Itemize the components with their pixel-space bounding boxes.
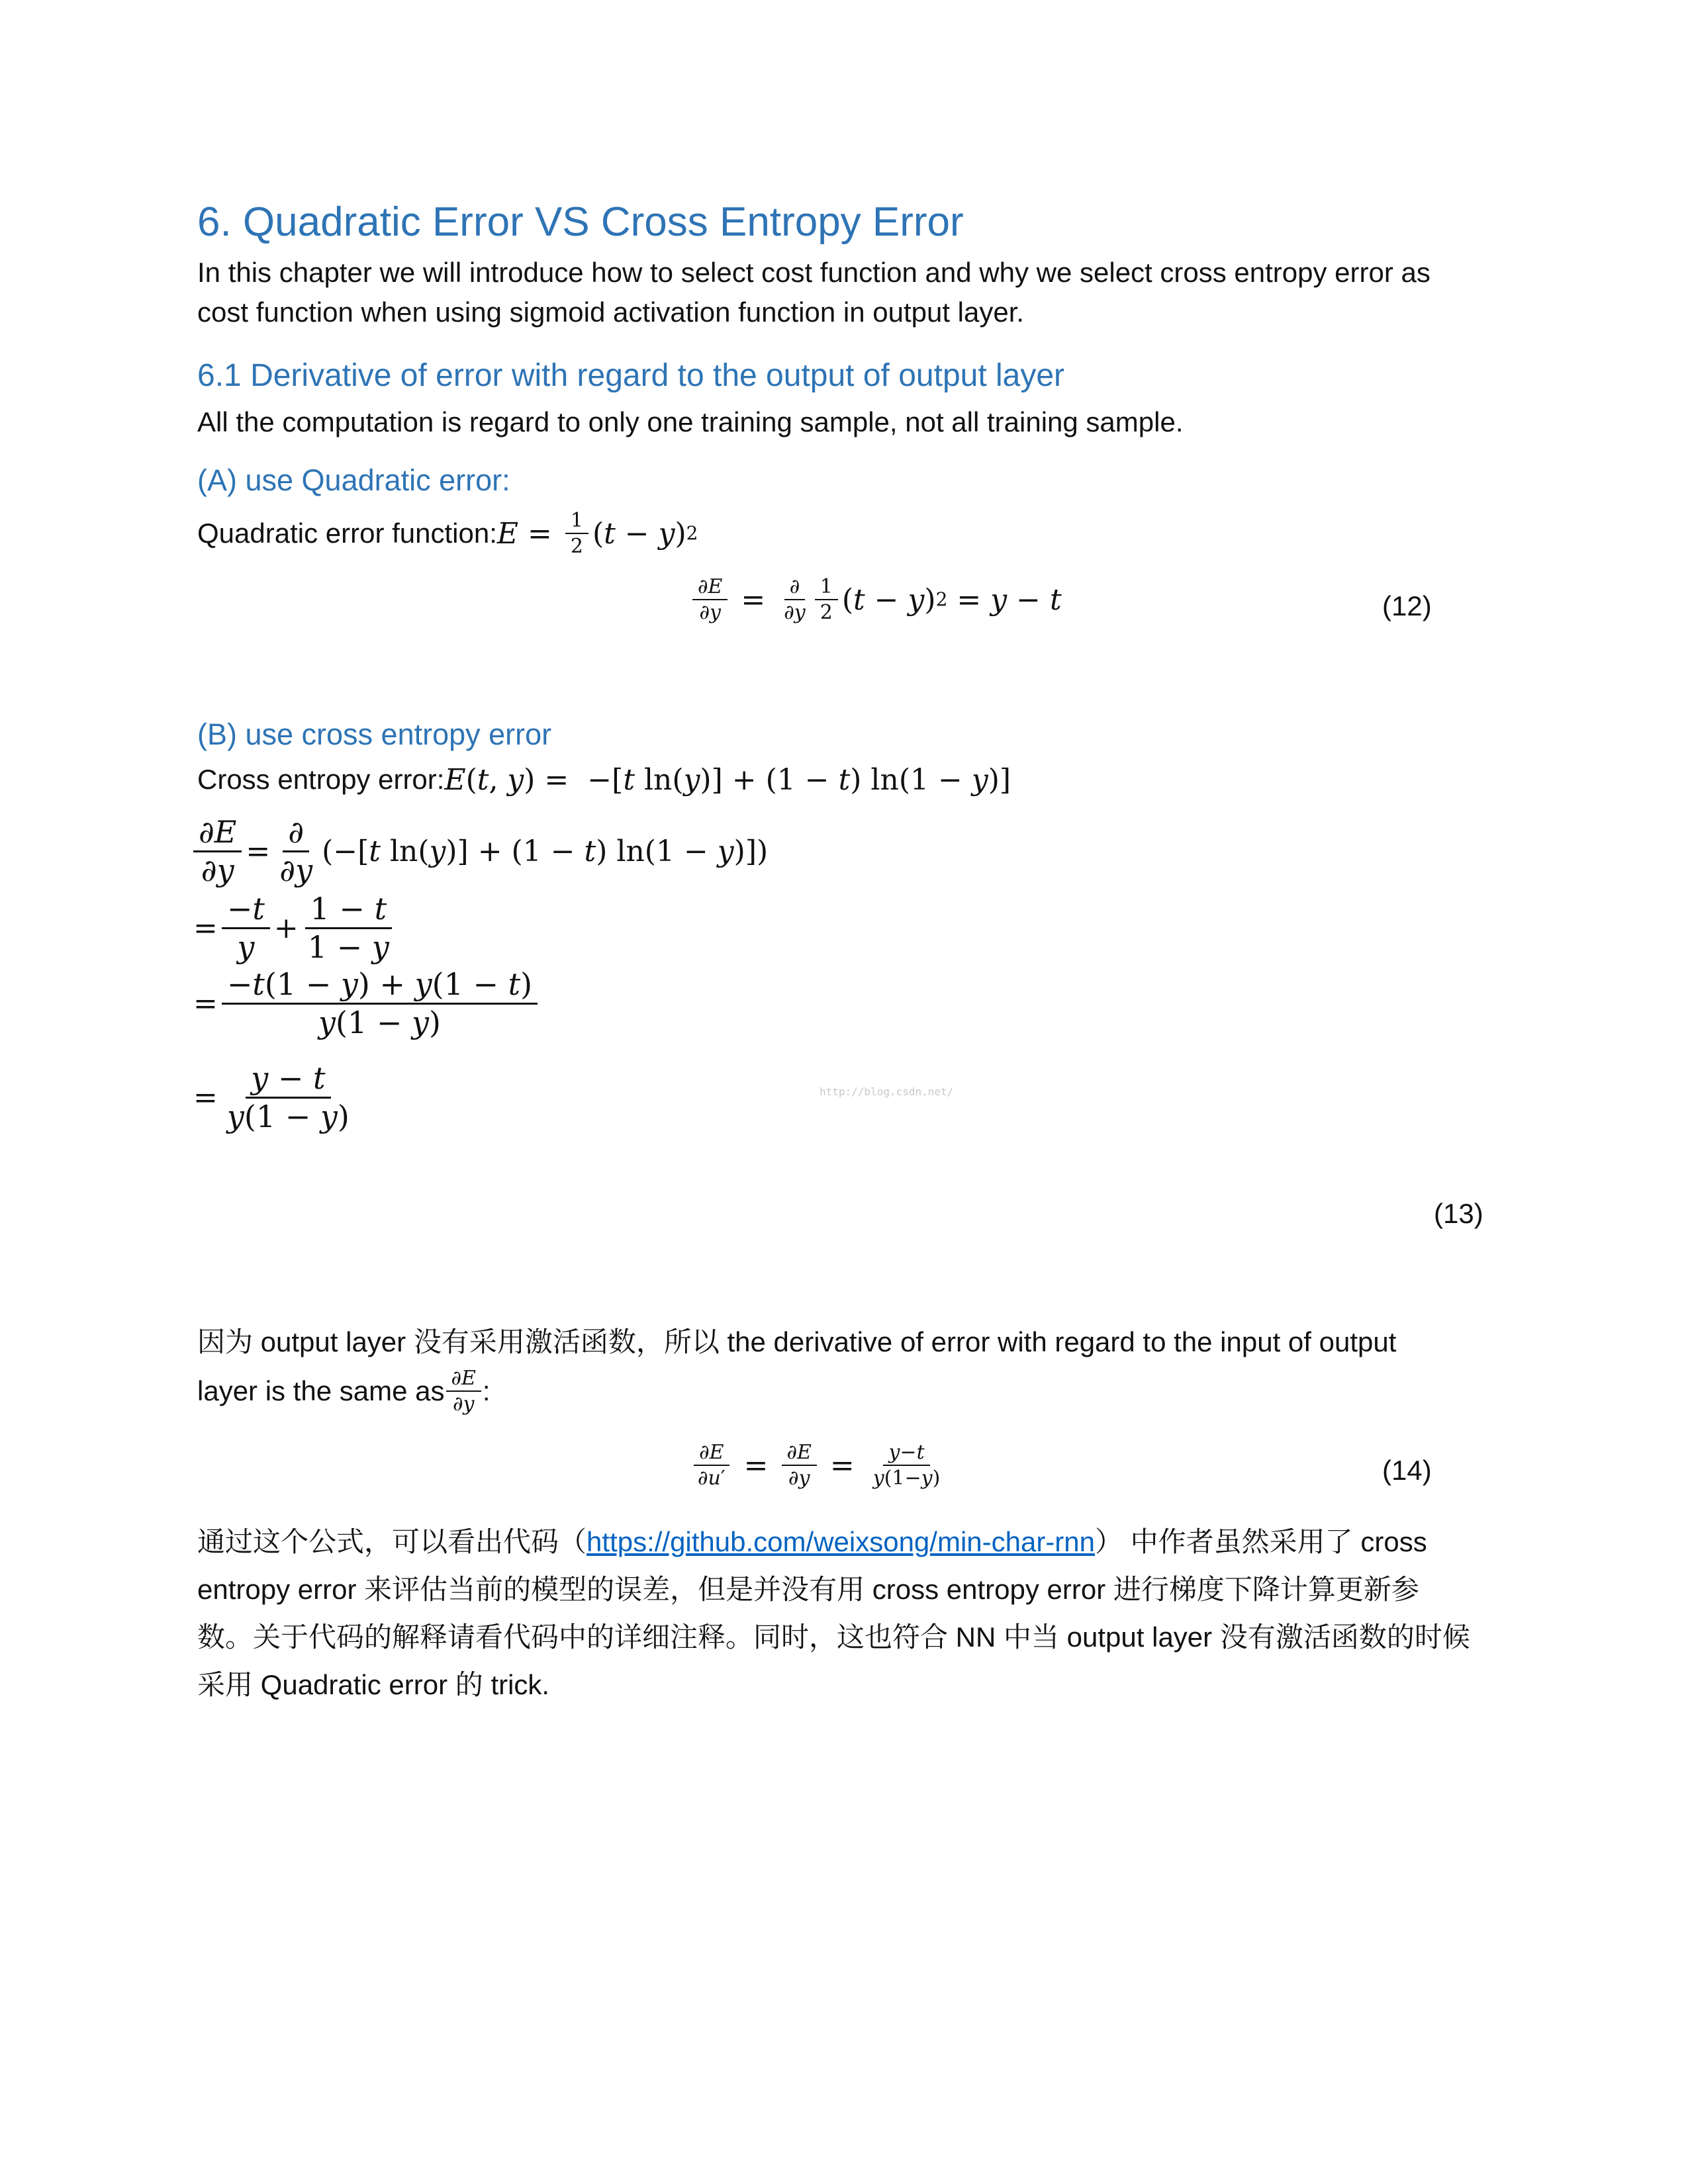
- para-14-line-1: 因为 output layer 没有采用激活函数，所以 the derivative of error with regard to the input of output: [197, 1326, 1397, 1357]
- section-title: 6. Quadratic Error VS Cross Entropy Error: [197, 199, 964, 245]
- closing-line-1: [197, 1522, 1427, 1562]
- closing-line-2: entropy error 来评估当前的模型的误差，但是并没有用 cross entropy error 进行梯度下降计算更新参: [197, 1574, 1419, 1605]
- part-b-heading: (B) use cross entropy error: [197, 717, 552, 751]
- closing-line-4: 采用 Quadratic error 的 trick.: [197, 1669, 550, 1700]
- closing-line-3: 数。关于代码的解释请看代码中的详细注释。同时，这也符合 NN 中当 output layer 没有激活函数的时候: [197, 1621, 1470, 1653]
- para-14-line-2-colon: :: [482, 1375, 491, 1406]
- github-link[interactable]: https://github.com/weixsong/min-char-rnn: [586, 1526, 1096, 1557]
- quadratic-error-label: Quadratic error function:: [197, 518, 497, 549]
- cross-entropy-definition: [197, 760, 1011, 799]
- subsection-note: All the computation is regard to only one training sample, not all training sample.: [197, 406, 1184, 437]
- equation-14: $\frac{\partial E}{\partial u'}$ = $\frac{\partial E}{\partial y}$ = $\frac{y-t}{y(1-y)}$: [688, 1441, 949, 1489]
- closing-before-link: 通过这个公式，可以看出代码（: [197, 1526, 587, 1557]
- section-intro: In this chapter we will introduce how to select cost function and why we select cross entropy error as cost function when using sigmoid activation function in output layer.: [197, 257, 1430, 328]
- equation-14-number: (14): [1382, 1455, 1432, 1486]
- part-a-heading: (A) use Quadratic error:: [197, 463, 510, 497]
- cross-entropy-label: Cross entropy error:: [197, 764, 445, 795]
- derivation-step-3: = $\frac{-t(1 - y) + y(1 - t)}{y(1 - y)}$: [193, 968, 541, 1039]
- para-14-line-2: layer is the same as $\frac{\partial E}{\partial y}$ :: [197, 1367, 491, 1416]
- closing-after-link: ） 中作者虽然采用了 cross: [1095, 1526, 1427, 1557]
- derivation-step-4: = $\frac{y - t}{y(1 - y)}$: [193, 1060, 350, 1134]
- derivation-step-2: = $\frac{-t}{y}$ + $\frac{1 - t}{1 - y}$: [193, 892, 399, 964]
- cross-entropy-formula: E ( t , y ) = −[ t ln( y )] + (1 − t ) ln(1 − y )]: [444, 762, 1011, 797]
- para-14-line-2-text: layer is the same as: [197, 1375, 445, 1406]
- equation-12: $\frac{\partial E}{\partial y}$ = $\frac{\partial}{\partial y}$ $\frac{1}{2}$ ( t − y ) 2 = y − t: [688, 576, 1062, 623]
- subsection-title: 6.1 Derivative of error with regard to the output of output layer: [197, 358, 1065, 393]
- watermark: http://blog.csdn.net/: [820, 1085, 954, 1098]
- quadratic-error-definition: [197, 510, 698, 557]
- equation-12-number: (12): [1382, 590, 1432, 621]
- quadratic-error-formula: E = $\frac{1}{2}$ ( t − y ) 2: [496, 509, 698, 558]
- derivation-step-1: $\frac{\partial E}{\partial y}$ = $\frac{\partial}{\partial y}$ (−[ t ln( y )] + (1 − t ) ln(1 − y )]): [193, 815, 768, 887]
- equation-13-number: (13): [1434, 1198, 1483, 1229]
